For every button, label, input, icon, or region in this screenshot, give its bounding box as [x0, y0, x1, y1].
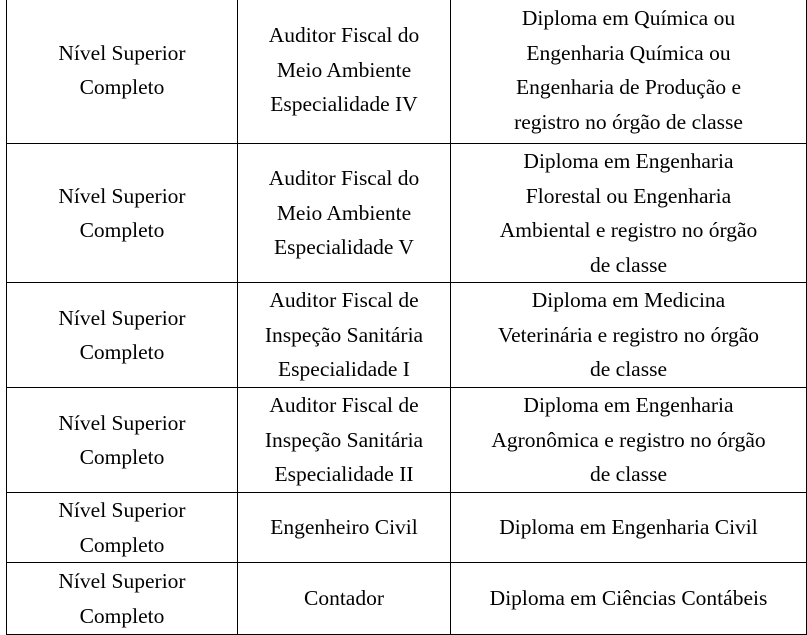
level-cell: Nível Superior Completo: [7, 493, 238, 563]
requirements-table: [6, 0, 807, 635]
requirement-cell: Diploma em Medicina Veterinária e registro no órgão de classe: [451, 283, 807, 388]
position-cell: Auditor Fiscal do Meio Ambiente Especialidade IV: [238, 0, 451, 144]
position-cell: Engenheiro Civil: [238, 493, 451, 563]
requirement-cell: Diploma em Ciências Contábeis: [451, 563, 807, 635]
requirement-cell: Diploma em Engenharia Agronômica e registro no órgão de classe: [451, 388, 807, 493]
requirement-cell: Diploma em Química ou Engenharia Química ou Engenharia de Produção e registro no órgão de classe: [451, 0, 807, 144]
position-cell: Auditor Fiscal do Meio Ambiente Especialidade V: [238, 144, 451, 283]
table-row: [7, 493, 807, 563]
position-cell: Contador: [238, 563, 451, 635]
requirement-cell: Diploma em Engenharia Civil: [451, 493, 807, 563]
level-cell: Nível Superior Completo: [7, 144, 238, 283]
level-cell: Nível Superior Completo: [7, 0, 238, 144]
requirement-cell: Diploma em Engenharia Florestal ou Engenharia Ambiental e registro no órgão de classe: [451, 144, 807, 283]
table-row: [7, 563, 807, 635]
table-row: [7, 0, 807, 144]
position-cell: Auditor Fiscal de Inspeção Sanitária Especialidade II: [238, 388, 451, 493]
position-cell: Auditor Fiscal de Inspeção Sanitária Especialidade I: [238, 283, 451, 388]
level-cell: Nível Superior Completo: [7, 283, 238, 388]
table-row: [7, 283, 807, 388]
level-cell: Nível Superior Completo: [7, 388, 238, 493]
level-cell: Nível Superior Completo: [7, 563, 238, 635]
table-row: [7, 388, 807, 493]
table-row: [7, 144, 807, 283]
